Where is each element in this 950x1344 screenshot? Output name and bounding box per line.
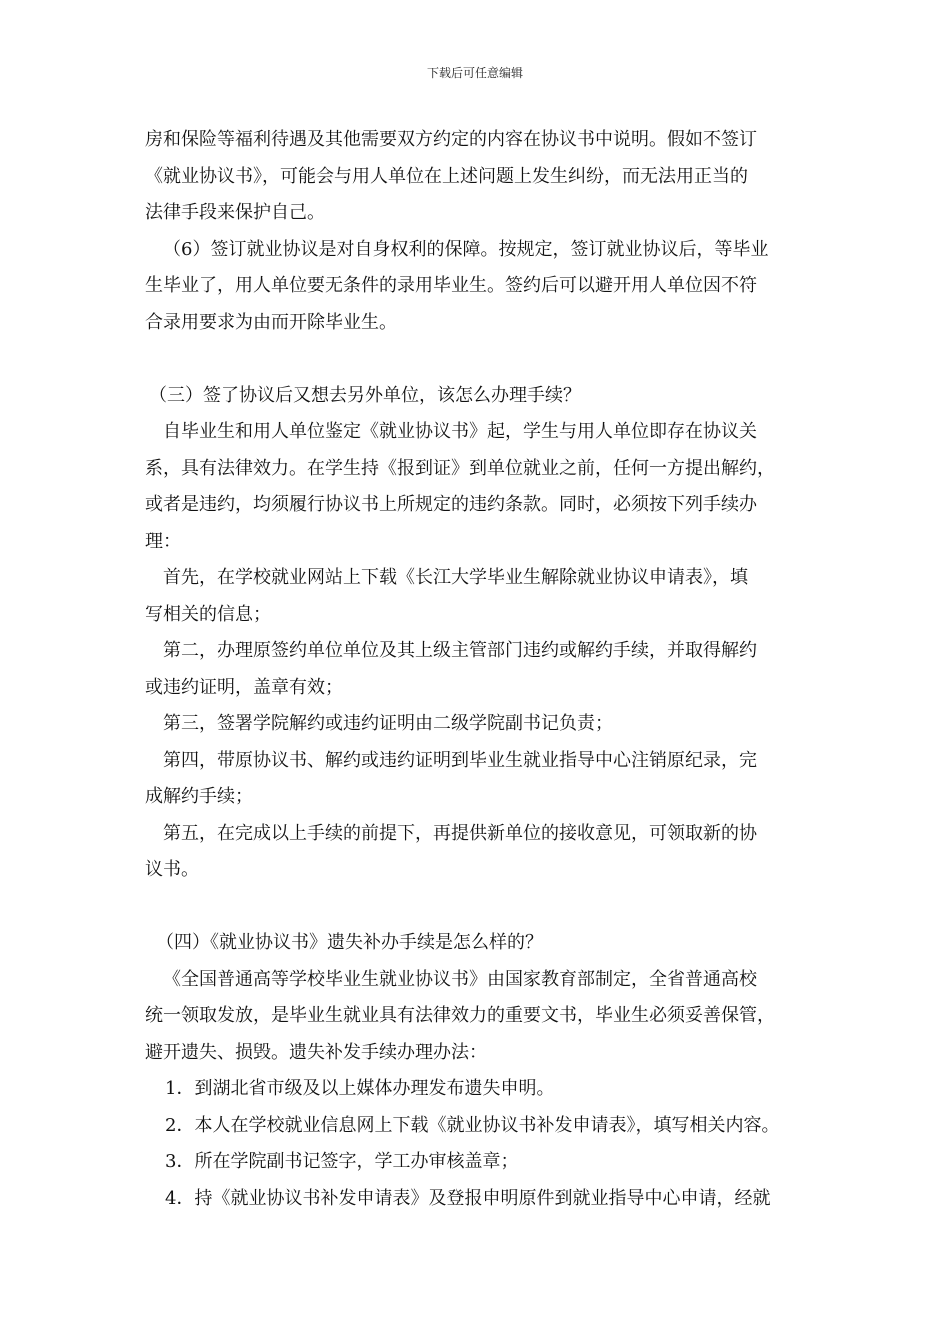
section-heading: （三）签了协议后又想去另外单位，该怎么办理手续？ <box>149 384 581 406</box>
section-spacer <box>145 341 813 378</box>
paragraph-line: 《就业协议书》，可能会与用人单位在上述问题上发生纠纷，而无法用正当的 <box>145 165 748 187</box>
paragraph-line: 议书。 <box>145 859 199 880</box>
paragraph-line: （6）签订就业协议是对自身权利的保障。按规定，签订就业协议后，等毕业 <box>163 238 769 260</box>
paragraph-line: 写相关的信息； <box>145 603 271 625</box>
paragraph-line: 或者是违约，均须履行协议书上所规定的违约条款。同时，必须按下列手续办 <box>145 494 757 515</box>
paragraph-line: 第二，办理原签约单位单位及其上级主管部门违约或解约手续，并取得解约 <box>163 640 757 661</box>
paragraph-line: 第四，带原协议书、解约或违约证明到毕业生就业指导中心注销原纪录，完 <box>163 749 757 771</box>
paragraph-line: 统一领取发放，是毕业生就业具有法律效力的重要文书，毕业生必须妥善保管， <box>145 1005 775 1026</box>
paragraph-line: 法律手段来保护自己。 <box>145 202 325 223</box>
paragraph-line: 首先，在学校就业网站上下载《长江大学毕业生解除就业协议申请表》，填 <box>163 567 748 588</box>
paragraph-line: 避开遗失、损毁。遗失补发手续办理办法： <box>145 1041 487 1063</box>
paragraph-line: 第三，签署学院解约或违约证明由二级学院副书记负责； <box>163 713 613 734</box>
paragraph-line: 第五，在完成以上手续的前提下，再提供新单位的接收意见，可领取新的协 <box>163 822 757 844</box>
paragraph-line: 系，具有法律效力。在学生持《报到证》到单位就业之前，任何一方提出解约， <box>145 457 775 479</box>
section-heading: （四）《就业协议书》遗失补办手续是怎么样的？ <box>156 932 543 953</box>
paragraph-line: 理： <box>145 530 181 552</box>
section-spacer <box>145 889 813 926</box>
document-body <box>145 122 813 1217</box>
paragraph-line: 生毕业了，用人单位要无条件的录用毕业生。签约后可以避开用人单位因不符 <box>145 275 757 296</box>
list-item: 3．所在学院副书记签字，学工办审核盖章； <box>165 1151 519 1172</box>
list-item: 1．到湖北省市级及以上媒体办理发布遗失申明。 <box>165 1078 555 1099</box>
paragraph-line: 自毕业生和用人单位鉴定《就业协议书》起，学生与用人单位即存在协议关 <box>163 421 757 442</box>
page-header: 下载后可任意编辑 <box>426 66 523 80</box>
paragraph-line: 《全国普通高等学校毕业生就业协议书》由国家教育部制定，全省普通高校 <box>163 968 757 990</box>
list-item: 4．持《就业协议书补发申请表》及登报申明原件到就业指导中心申请，经就 <box>165 1187 771 1209</box>
paragraph-line: 房和保险等福利待遇及其他需要双方约定的内容在协议书中说明。假如不签订 <box>145 129 757 150</box>
paragraph-line: 成解约手续； <box>145 786 253 807</box>
list-item: 2．本人在学校就业信息网上下载《就业协议书补发申请表》，填写相关内容。 <box>165 1114 780 1136</box>
paragraph-line: 或违约证明，盖章有效； <box>145 676 343 698</box>
paragraph-line: 合录用要求为由而开除毕业生。 <box>145 311 397 333</box>
